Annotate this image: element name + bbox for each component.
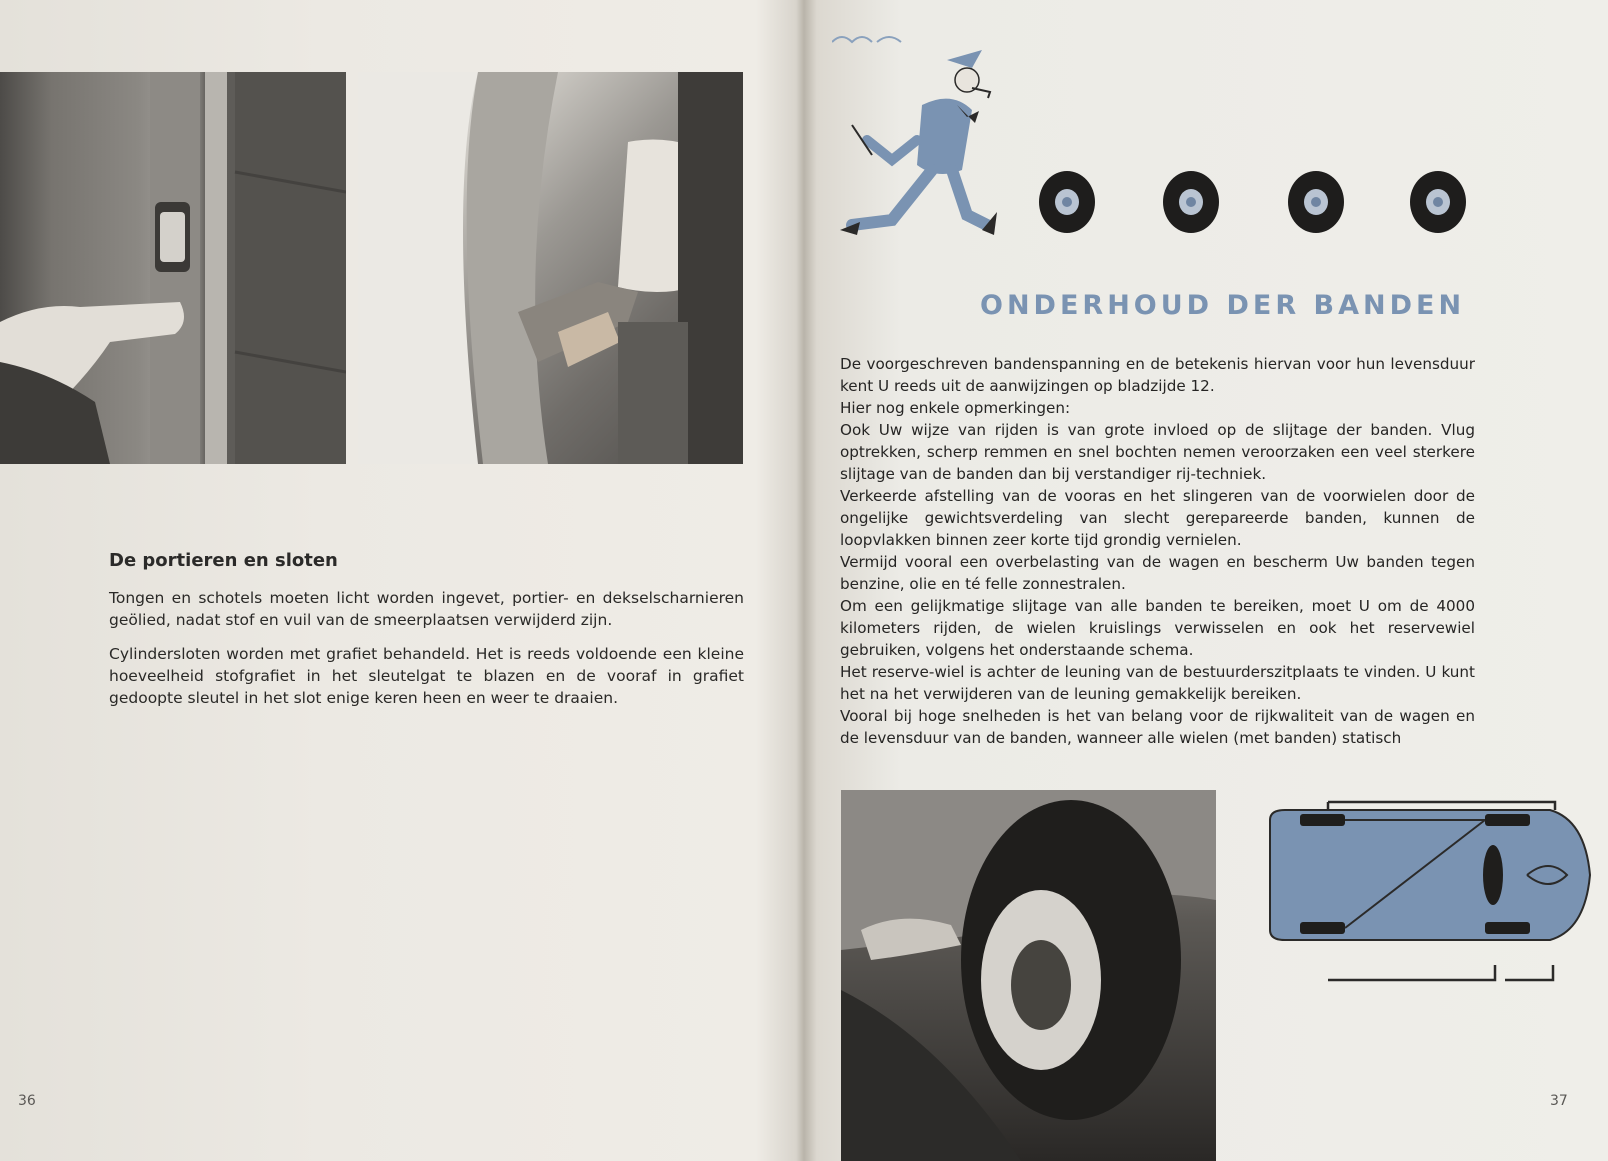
paragraph-tire-pressure: De voorgeschreven bandenspanning en de betekenis hiervan voor hun levensduur kent U reeds uit de aanwijzingen op bladzijde 12. — [840, 355, 1475, 395]
spare-wheel-photo — [841, 790, 1216, 1161]
door-handle-photo — [0, 72, 346, 464]
paragraph-lubrication: Tongen en schotels moeten licht worden ingevet, portier- en dekselscharnieren geölied, nadat stof en vuil van de smeerplaatsen verwijderd zijn. — [109, 589, 744, 629]
paragraph-front-axle: Verkeerde afstelling van de vooras en het slingeren van de voorwielen door de ongelijke gewichtsverdeling van slecht gerepareerde banden, kunnen de loopvlakken binnen zeer korte tijd grondig vernielen. — [840, 487, 1475, 549]
tire-icon-4 — [1408, 170, 1468, 234]
paragraph-remarks-intro: Hier nog enkele opmerkingen: — [840, 399, 1071, 417]
paragraph-overload: Vermijd vooral een overbelasting van de wagen en bescherm Uw banden tegen benzine, olie en té felle zonnestralen. — [840, 553, 1475, 593]
tire-maintenance-text — [840, 353, 1475, 749]
paragraph-driving-style: Ook Uw wijze van rijden is van grote invloed op de slijtage der banden. Vlug optrekken, scherp remmen en snel bochten nemen veroorzaken een veel sterkere slijtage van de banden dan bij verstandiger rij-techniek. — [840, 421, 1475, 483]
page-36 — [0, 0, 800, 1161]
section-title: ONDERHOUD DER BANDEN — [980, 290, 1466, 321]
tire-icon-1 — [1037, 170, 1097, 234]
mechanic-illustration — [832, 30, 1002, 265]
page-number-left: 36 — [18, 1093, 36, 1109]
paragraph-rotation: Om een gelijkmatige slijtage van alle banden te bereiken, moet U om de 4000 kilometers rijden, de wielen kruislings verwisselen en ook het reservewiel gebruiken, volgens het onderstaande schema. — [840, 597, 1475, 659]
tire-icon-3 — [1286, 170, 1346, 234]
page-number-right: 37 — [1550, 1093, 1568, 1109]
paragraph-balancing: Vooral bij hoge snelheden is het van belang voor de rijkwaliteit van de wagen en de levensduur van de banden, wanneer alle wielen (met banden) statisch — [840, 707, 1475, 747]
tire-icon-2 — [1161, 170, 1221, 234]
paragraph-cylinder-locks: Cylindersloten worden met grafiet behandeld. Het is reeds voldoende een kleine hoeveelheid stofgrafiet in het sleutelgat te blazen en de vooraf in grafiet gedoopte sleutel in het slot enige keren heen en weer te draaien. — [109, 645, 744, 707]
paragraph-spare-wheel: Het reserve-wiel is achter de leuning van de bestuurderszitplaats te vinden. U kunt het na het verwijderen van de leuning gemakkelijk bereiken. — [840, 663, 1475, 703]
section-heading: De portieren en sloten — [109, 550, 338, 571]
tire-rotation-diagram — [1265, 790, 1595, 990]
hinge-oiling-photo — [358, 72, 743, 464]
